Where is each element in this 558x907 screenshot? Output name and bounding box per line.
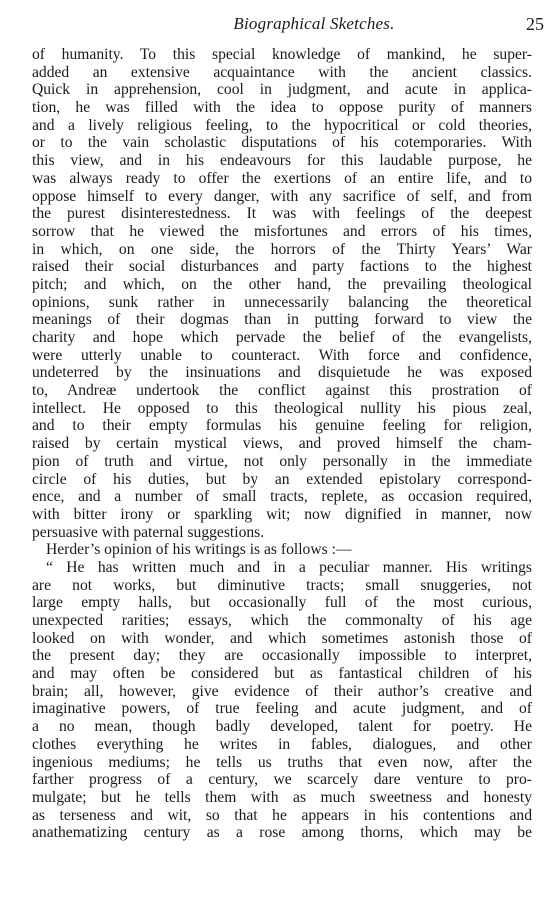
text-line: mulgate; but he tells them with as much sweetness and honesty — [32, 788, 532, 806]
text-line: meanings of their dogmas than in putting forward to view the — [32, 311, 532, 329]
text-line: circle of his duties, but by an extended epistolary correspond- — [32, 470, 532, 488]
text-line: imaginative powers, of true feeling and acute judgment, and of — [32, 700, 532, 718]
text-line: of humanity. To this special knowledge of mankind, he super- — [32, 46, 532, 63]
text-line: large empty halls, but occasionally full of the most curious, — [32, 594, 532, 612]
text-line: farther progress of a century, we scarcely dare venture to pro- — [32, 771, 532, 789]
text-line: pitch; and which, on the other hand, the prevailing theological — [32, 275, 532, 293]
text-line: ence, and a number of small tracts, replete, as occasion required, — [32, 488, 532, 506]
text-line: and to their empty formulas his genuine feeling for religion, — [32, 417, 532, 435]
text-line: oppose himself to every danger, with any sacrifice of self, and from — [32, 187, 532, 205]
text-line: anathematizing century as a rose among thorns, which may be — [32, 824, 532, 842]
text-line: looked on with wonder, and which sometimes astonish those of — [32, 629, 532, 647]
text-line: added an extensive acquaintance with the ancient classics. — [32, 63, 532, 81]
text-line: brain; all, however, give evidence of their author’s creative and — [32, 682, 532, 700]
text-line: raised by certain mystical views, and proved himself the cham- — [32, 435, 532, 453]
text-line: was always ready to offer the exertions of an entire life, and to — [32, 169, 532, 187]
text-line: pion of truth and virtue, not only personally in the immediate — [32, 452, 532, 470]
text-line: the present day; they are occasionally impossible to interpret, — [32, 647, 532, 665]
running-title: Biographical Sketches. — [233, 14, 395, 33]
text-line: “ He has written much and in a peculiar manner. His writings — [46, 558, 532, 576]
text-line: the purest disinterestedness. It was with feelings of the deepest — [32, 205, 532, 223]
text-line: are not works, but diminutive tracts; small snuggeries, not — [32, 576, 532, 594]
text-line: sorrow that he viewed the misfortunes and errors of his times, — [32, 222, 532, 240]
text-line: persuasive with paternal suggestions. — [32, 523, 265, 541]
text-line: with bitter irony or sparkling wit; now dignified in manner, now — [32, 505, 532, 523]
text-line: and may often be considered but as fantastical children of his — [32, 665, 532, 683]
text-line: to, Andreæ undertook the conflict against this prostration of — [32, 382, 532, 400]
text-line: or to the vain scholastic disputations of his cotemporaries. With — [32, 134, 532, 152]
text-line: Quick in apprehension, cool in judgment, and acute in applica- — [32, 81, 532, 99]
text-line: unexpected rarities; essays, which the commonalty of his age — [32, 612, 532, 629]
page-number: 25 — [526, 14, 544, 34]
text-line: raised their social disturbances and party factions to the highest — [32, 258, 532, 276]
text-line: tion, he was filled with the idea to oppose purity of manners — [32, 99, 532, 117]
text-line: in which, on one side, the horrors of the Thirty Years’ War — [32, 240, 532, 258]
text-line: charity and hope which pervade the belief of the evangelists, — [32, 329, 532, 346]
text-line: this view, and in his endeavours for this laudable purpose, he — [32, 152, 532, 170]
text-line: clothes everything he writes in fables, dialogues, and other — [32, 735, 532, 753]
text-line: ingenious mediums; he tells us truths that even now, after the — [32, 753, 532, 771]
text-line: a no mean, though badly developed, talent for poetry. He — [32, 718, 532, 736]
running-head — [0, 14, 558, 36]
body-text — [32, 46, 532, 842]
text-line: as terseness and wit, so that he appears in his contentions and — [32, 806, 532, 824]
text-line: Herder’s opinion of his writings is as follows :— — [46, 541, 352, 559]
text-line: were utterly unable to counteract. With force and confidence, — [32, 346, 532, 364]
text-line: opinions, sunk rather in unnecessarily balancing the theoretical — [32, 293, 532, 311]
text-line: and a lively religious feeling, to the hypocritical or cold theories, — [32, 116, 532, 134]
text-line: undeterred by the insinuations and disquietude he was exposed — [32, 364, 532, 382]
text-line: intellect. He opposed to this theological nullity his pious zeal, — [32, 399, 532, 417]
